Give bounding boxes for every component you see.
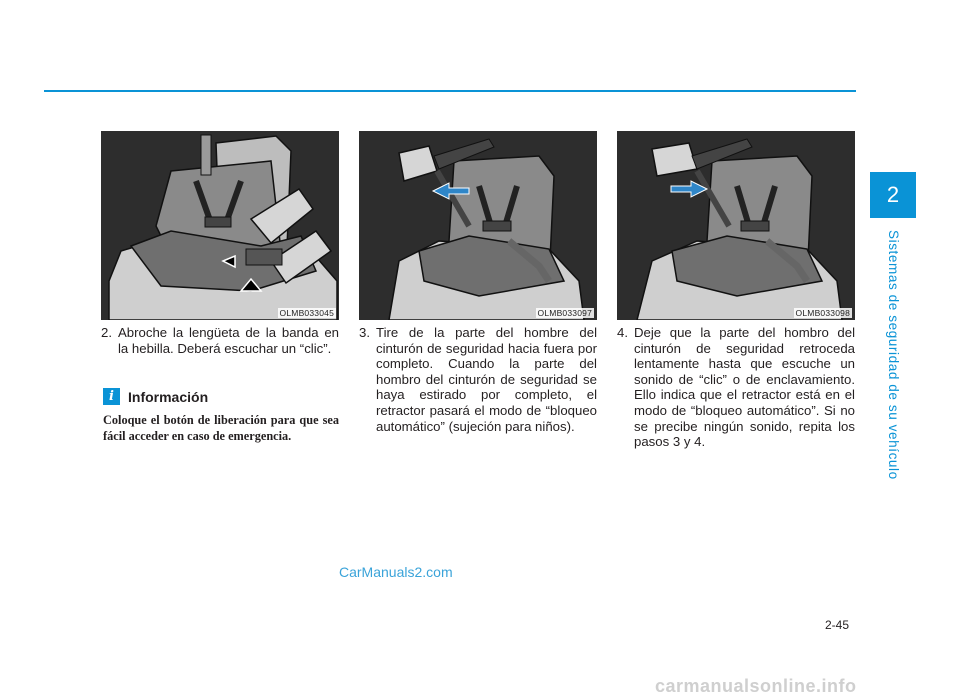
step-number: 2. (101, 325, 112, 340)
seat-pull-belt-illustration (359, 131, 597, 320)
step-number: 4. (617, 325, 628, 340)
figure-code: OLMB033045 (279, 308, 334, 318)
watermark-carmanualsonline[interactable]: carmanualsonline.info (655, 676, 857, 696)
step-3 (359, 325, 597, 434)
step-number: 3. (359, 325, 370, 340)
figure-retract-belt (617, 131, 855, 320)
chapter-number: 2 (886, 182, 900, 207)
figure-code: OLMB033098 (795, 308, 850, 318)
step-text: Deje que la parte del hombro del cinturón de seguridad retroceda lentamente hasta que escuche un sonido de “clic” o de enclavamiento. Ello indica que el retractor está en el modo de “bloqueo automático”. Si no se precibe ningún sonido, repita los pasos 3 y 4. (634, 325, 855, 450)
figure-buckle (101, 131, 339, 320)
watermark-carmanuals2[interactable]: CarManuals2.com (339, 564, 453, 580)
page-number: 2-45 (825, 618, 850, 632)
seat-buckle-illustration (101, 131, 339, 320)
step-4 (617, 325, 855, 450)
step-text: Tire de la parte del hombre del cinturón de seguridad hacia fuera por completo. Cuando la parte del hombro del cinturón de seguridad se haya estirado por completo, el retractor pasará el modo de “bloqueo automático” (sujeción para niños). (376, 325, 597, 434)
figure-code: OLMB033097 (537, 308, 592, 318)
chapter-number-tab[interactable] (870, 172, 916, 218)
info-title: Información (128, 388, 209, 405)
info-header (103, 388, 208, 405)
step-2 (101, 325, 339, 356)
seat-retract-belt-illustration (617, 131, 855, 320)
step-text: Abroche la lengüeta de la banda en la hebilla. Deberá escuchar un “clic”. (118, 325, 339, 356)
figure-pull-belt (359, 131, 597, 320)
chapter-title: Sistemas de seguridad de su vehículo (886, 230, 901, 480)
info-icon: i (103, 388, 120, 405)
info-body: Coloque el botón de liberación para que sea fácil acceder en caso de emergencia. (103, 413, 339, 443)
header-rule (44, 90, 856, 92)
